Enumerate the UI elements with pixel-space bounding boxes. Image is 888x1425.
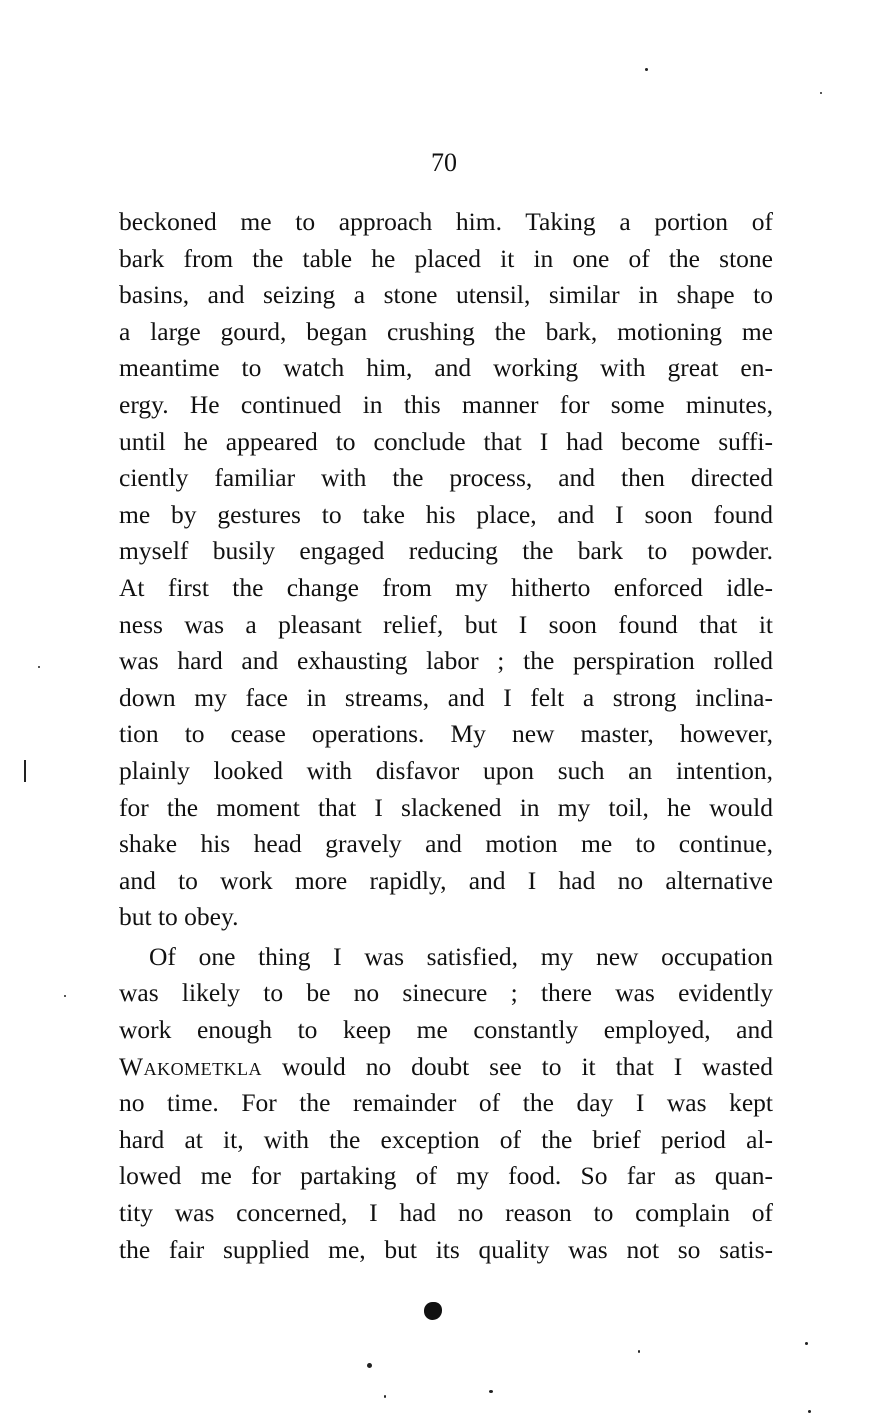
scan-speck <box>489 1390 493 1393</box>
text-line: no time. For the remainder of the day I was kept <box>119 1088 773 1118</box>
text-line: beckoned me to approach him. Taking a portion of <box>119 207 773 236</box>
ink-blot <box>424 1302 442 1320</box>
text-line: meantime to watch him, and working with great en- <box>119 353 773 383</box>
scan-speck <box>38 666 40 668</box>
text-line: tity was concerned, I had no reason to complain of <box>119 1198 773 1228</box>
text-line: work enough to keep me constantly employed, and <box>119 1015 773 1045</box>
scan-speck <box>367 1363 372 1368</box>
text-line: but to obey. <box>119 902 239 932</box>
body-text <box>119 204 773 1268</box>
text-line-with-name <box>119 1049 773 1086</box>
text-line: me by gestures to take his place, and I soon found <box>119 499 773 529</box>
scan-speck <box>820 92 822 94</box>
text-line: and to work more rapidly, and I had no alternative <box>119 865 773 895</box>
margin-mark <box>24 760 26 782</box>
text-line: a large gourd, began crushing the bark, motioning me <box>119 316 773 346</box>
scan-speck <box>645 68 648 71</box>
paragraph-2 <box>119 939 773 1268</box>
text-line: ergy. He continued in this manner for some minutes, <box>119 389 773 419</box>
scan-speck <box>384 1395 386 1398</box>
text-line: for the moment that I slackened in my toil, he would <box>119 792 773 822</box>
text-line: ciently familiar with the process, and then directed <box>119 463 773 493</box>
character-name: Wakometkla <box>119 1051 263 1081</box>
text-line: shake his head gravely and motion me to continue, <box>119 829 773 859</box>
scan-speck <box>805 1342 808 1345</box>
text-line: basins, and seizing a stone utensil, similar in shape to <box>119 280 773 310</box>
text-line: bark from the table he placed it in one of the stone <box>119 243 773 273</box>
text-line: was hard and exhausting labor ; the perspiration rolled <box>119 646 773 676</box>
text-line: ness was a pleasant relief, but I soon found that it <box>119 609 773 639</box>
text-line: myself busily engaged reducing the bark to powder. <box>119 536 773 566</box>
page-number: 70 <box>431 148 457 177</box>
text-line-rest: would no doubt see to it that I wasted <box>282 1051 773 1081</box>
paragraph-1 <box>119 204 773 936</box>
text-line: Of one thing I was satisfied, my new occupation <box>149 941 773 971</box>
text-line: down my face in streams, and I felt a strong inclina- <box>119 682 773 712</box>
text-line: the fair supplied me, but its quality was not so satis- <box>119 1234 773 1264</box>
text-line: plainly looked with disfavor upon such an intention, <box>119 755 773 785</box>
text-line: hard at it, with the exception of the brief period al- <box>119 1124 773 1154</box>
text-line: lowed me for partaking of my food. So far as quan- <box>119 1161 773 1191</box>
text-line: At first the change from my hitherto enforced idle- <box>119 572 773 602</box>
scan-speck <box>638 1350 640 1353</box>
text-line: tion to cease operations. My new master, however, <box>119 719 773 749</box>
text-line: was likely to be no sinecure ; there was evidently <box>119 978 773 1008</box>
scan-speck <box>808 1410 811 1413</box>
text-line: until he appeared to conclude that I had become suffi- <box>119 426 773 456</box>
scan-speck <box>64 995 66 997</box>
